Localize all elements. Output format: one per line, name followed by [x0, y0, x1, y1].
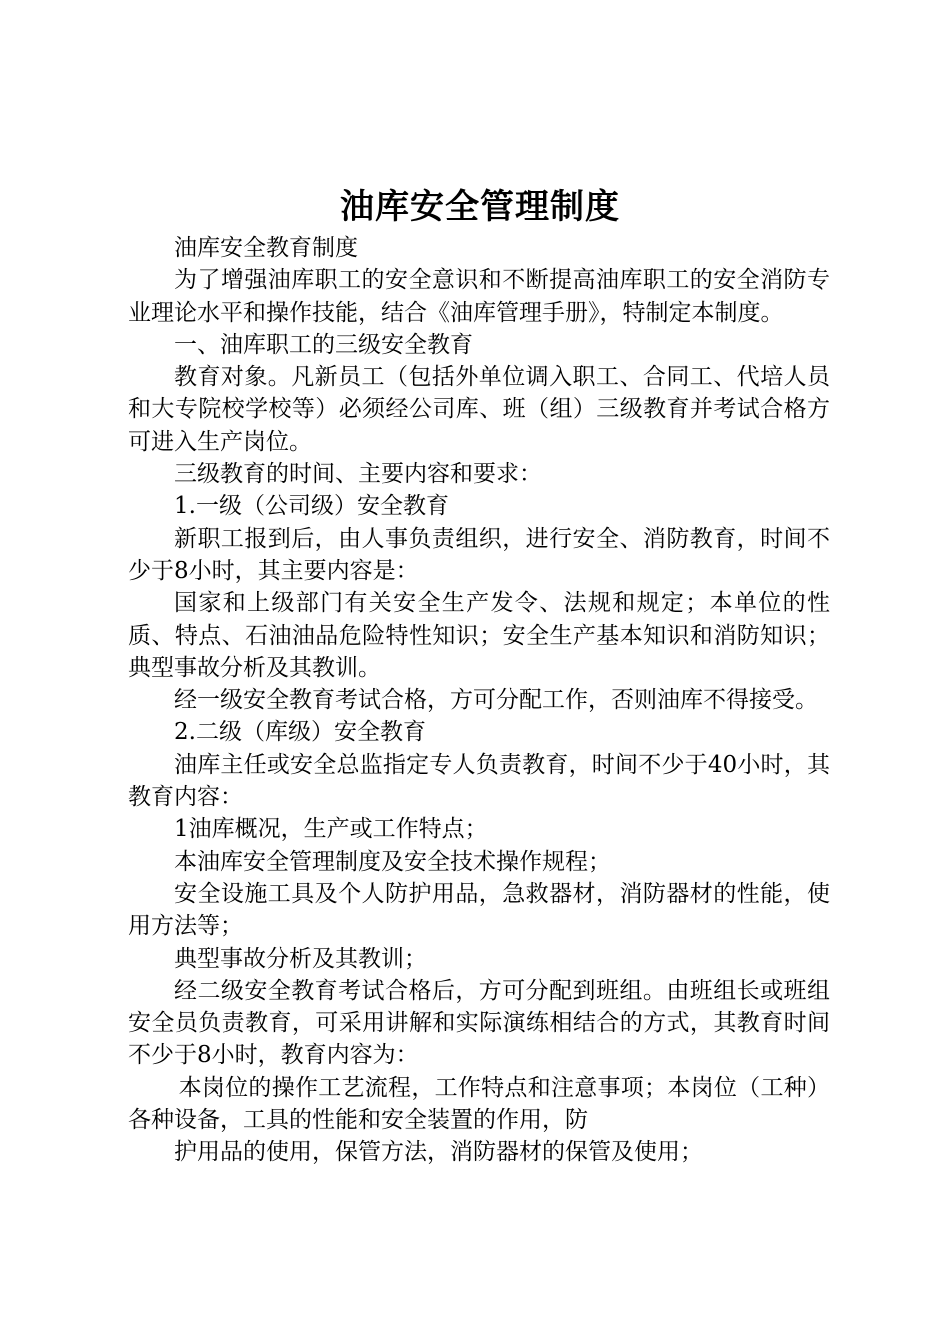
body-paragraph: 国家和上级部门有关安全生产发令、法规和规定；本单位的性质、特点、石油油品危险特性知识；安全生产基本知识和消防知识；典型事故分析及其教训。	[128, 590, 830, 681]
body-paragraph: 经二级安全教育考试合格后，方可分配到班组。由班组长或班组安全员负责教育，可采用讲解和实际演练相结合的方式，其教育时间不少于8小时，教育内容为：	[128, 977, 830, 1069]
section-heading: 一、油库职工的三级安全教育	[174, 331, 473, 358]
list-item: 典型事故分析及其教训；	[174, 945, 427, 972]
body-paragraph: 为了增强油库职工的安全意识和不断提高油库职工的安全消防专业理论水平和操作技能，结合《油库管理手册》，特制定本制度。	[128, 267, 830, 326]
body-paragraph: 护用品的使用，保管方法，消防器材的保管及使用；	[174, 1139, 703, 1166]
body-paragraph: 新职工报到后，由人事负责组织，进行安全、消防教育，时间不少于8小时，其主要内容是：	[128, 525, 830, 584]
document-body	[128, 232, 830, 1169]
document-title: 油库安全管理制度	[340, 187, 620, 227]
list-item: 1油库概况，生产或工作特点；	[174, 816, 488, 843]
body-paragraph: 经一级安全教育考试合格，方可分配工作，否则油库不得接受。	[174, 687, 818, 714]
list-item: 安全设施工具及个人防护用品，急救器材，消防器材的性能，使用方法等；	[128, 880, 830, 940]
body-paragraph: 教育对象。凡新员工（包括外单位调入职工、合同工、代培人员和大专院校学校等）必须经公司库、班（组）三级教育并考试合格方可进入生产岗位。	[128, 364, 830, 455]
body-paragraph: 三级教育的时间、主要内容和要求：	[174, 461, 542, 488]
section-heading: 油库安全教育制度	[174, 235, 358, 261]
body-paragraph: 油库主任或安全总监指定专人负责教育，时间不少于40小时，其教育内容：	[128, 751, 830, 811]
subsection-heading: 1.一级（公司级）安全教育	[174, 493, 449, 520]
list-item: 本油库安全管理制度及安全技术操作规程；	[174, 848, 611, 875]
subsection-heading: 2.二级（库级）安全教育	[174, 719, 426, 746]
body-paragraph: 本岗位的操作工艺流程，工作特点和注意事项；本岗位（工种）各种设备，工具的性能和安全装置的作用，防	[128, 1074, 830, 1134]
